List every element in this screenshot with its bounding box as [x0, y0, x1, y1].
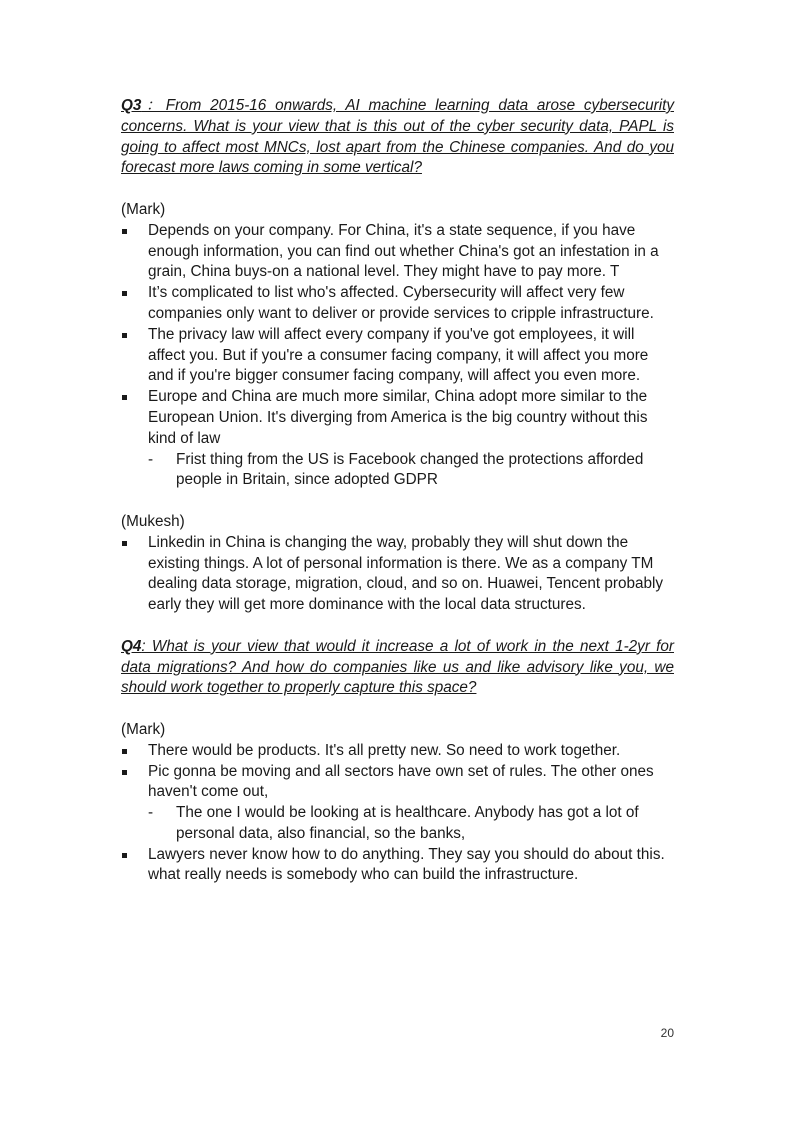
question-label: Q4	[121, 637, 142, 655]
list-item: There would be products. It's all pretty new. So need to work together.	[121, 741, 674, 762]
speaker-label: (Mark)	[121, 200, 166, 218]
question-text: ：From 2015-16 onwards, AI machine learning data arose cybersecurity concerns. What is your view that is this out of the cyber security data, PAPL is going to affect most MNCs, lost apart from the Chinese companies. And do you forecast more laws coming in some vertical?	[121, 97, 674, 177]
list-item: It’s complicated to list who's affected. Cybersecurity will affect very few companies only want to deliver or provide services to cripple infrastructure.	[121, 283, 674, 325]
question-label: Q3	[121, 97, 142, 114]
spacer	[121, 616, 674, 637]
sub-list	[148, 803, 674, 845]
question-q3	[121, 96, 674, 179]
list-item: The privacy law will affect every company if you've got employees, it will affect you. But if you're a consumer facing company, it will affect you more and if you're bigger consumer facing company, will affect you even more.	[121, 325, 674, 387]
bullet-list	[121, 533, 674, 616]
question-text: : What is your view that would it increase a lot of work in the next 1-2yr for data migrations? And how do companies like us and like advisory like you, we should work together to properly capture this space?	[121, 637, 674, 697]
speaker-label: (Mark)	[121, 720, 166, 738]
page-number: 20	[660, 1026, 674, 1040]
bullet-list	[121, 221, 674, 491]
list-item-text: Pic gonna be moving and all sectors have own set of rules. The other ones haven't come out,	[148, 762, 654, 801]
list-item: Linkedin in China is changing the way, probably they will shut down the existing things. A lot of personal information is there. We as a company TM dealing data storage, migration, cloud, and so on. Huawei, Tencent probably early they will get more dominance with the local data structures.	[121, 533, 674, 616]
list-item-text: Europe and China are much more similar, China adopt more similar to the European Union. It's diverging from America is the big country without this kind of law	[148, 388, 648, 447]
speaker-label: (Mukesh)	[121, 512, 185, 530]
sub-list-item: - The one I would be looking at is healthcare. Anybody has got a lot of personal data, also financial, so the banks,	[148, 803, 674, 845]
bullet-list	[121, 741, 674, 887]
question-q4	[121, 637, 674, 699]
list-item: Depends on your company. For China, it's a state sequence, if you have enough information, you can find out whether China's got an infestation in a grain, China buys-on a national level. They might have to pay more. T	[121, 221, 674, 283]
document-body	[121, 96, 674, 886]
sub-list-item: - Frist thing from the US is Facebook changed the protections afforded people in Britain, since adopted GDPR	[148, 450, 674, 492]
list-item-with-sublist	[121, 387, 674, 491]
sub-list	[148, 450, 674, 492]
list-item: Lawyers never know how to do anything. They say you should do about this. what really needs is somebody who can build the infrastructure.	[121, 845, 674, 887]
list-item-with-sublist	[121, 762, 674, 845]
